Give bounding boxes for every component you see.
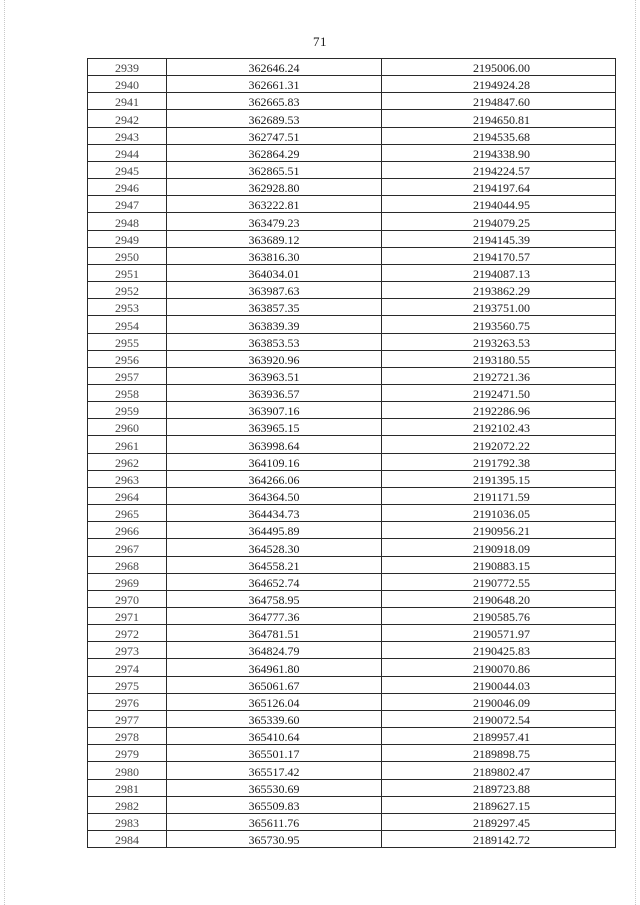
y-coordinate-cell: 2190044.03	[382, 676, 616, 693]
x-coordinate-cell: 365509.83	[167, 796, 382, 813]
point-number-cell: 2966	[88, 522, 167, 539]
x-coordinate-cell: 365126.04	[167, 693, 382, 710]
x-coordinate-cell: 364434.73	[167, 505, 382, 522]
y-coordinate-cell: 2193180.55	[382, 350, 616, 367]
table-row	[88, 728, 616, 745]
x-coordinate-cell: 363816.30	[167, 247, 382, 264]
point-number-cell: 2942	[88, 110, 167, 127]
y-coordinate-cell: 2190772.55	[382, 573, 616, 590]
x-coordinate-cell: 364528.30	[167, 539, 382, 556]
y-coordinate-cell: 2194924.28	[382, 76, 616, 93]
x-coordinate-cell: 364109.16	[167, 453, 382, 470]
y-coordinate-cell: 2190648.20	[382, 590, 616, 607]
table-row	[88, 676, 616, 693]
table-row	[88, 487, 616, 504]
y-coordinate-cell: 2191395.15	[382, 470, 616, 487]
y-coordinate-cell: 2189297.45	[382, 813, 616, 830]
y-coordinate-cell: 2192471.50	[382, 384, 616, 401]
y-coordinate-cell: 2194079.25	[382, 213, 616, 230]
point-number-cell: 2956	[88, 350, 167, 367]
point-number-cell: 2958	[88, 384, 167, 401]
x-coordinate-cell: 365730.95	[167, 831, 382, 848]
x-coordinate-cell: 363936.57	[167, 384, 382, 401]
x-coordinate-cell: 365410.64	[167, 728, 382, 745]
coordinate-table	[87, 58, 616, 848]
table-row	[88, 453, 616, 470]
point-number-cell: 2950	[88, 247, 167, 264]
point-number-cell: 2961	[88, 436, 167, 453]
x-coordinate-cell: 364652.74	[167, 573, 382, 590]
y-coordinate-cell: 2192072.22	[382, 436, 616, 453]
point-number-cell: 2946	[88, 179, 167, 196]
table-row	[88, 419, 616, 436]
table-row	[88, 196, 616, 213]
table-row	[88, 230, 616, 247]
table-row	[88, 590, 616, 607]
point-number-cell: 2957	[88, 367, 167, 384]
x-coordinate-cell: 362864.29	[167, 144, 382, 161]
y-coordinate-cell: 2189627.15	[382, 796, 616, 813]
point-number-cell: 2969	[88, 573, 167, 590]
point-number-cell: 2973	[88, 642, 167, 659]
x-coordinate-cell: 364558.21	[167, 556, 382, 573]
y-coordinate-cell: 2194224.57	[382, 161, 616, 178]
point-number-cell: 2972	[88, 625, 167, 642]
table-row	[88, 505, 616, 522]
y-coordinate-cell: 2194044.95	[382, 196, 616, 213]
table-row	[88, 831, 616, 848]
y-coordinate-cell: 2193862.29	[382, 282, 616, 299]
table-row	[88, 247, 616, 264]
y-coordinate-cell: 2190072.54	[382, 710, 616, 727]
y-coordinate-cell: 2190046.09	[382, 693, 616, 710]
table-row	[88, 710, 616, 727]
point-number-cell: 2941	[88, 93, 167, 110]
table-row	[88, 522, 616, 539]
x-coordinate-cell: 362689.53	[167, 110, 382, 127]
point-number-cell: 2975	[88, 676, 167, 693]
y-coordinate-cell: 2193263.53	[382, 333, 616, 350]
y-coordinate-cell: 2191792.38	[382, 453, 616, 470]
table-row	[88, 350, 616, 367]
point-number-cell: 2981	[88, 779, 167, 796]
y-coordinate-cell: 2189723.88	[382, 779, 616, 796]
table-row	[88, 745, 616, 762]
x-coordinate-cell: 365339.60	[167, 710, 382, 727]
y-coordinate-cell: 2194145.39	[382, 230, 616, 247]
table-row	[88, 573, 616, 590]
point-number-cell: 2984	[88, 831, 167, 848]
point-number-cell: 2939	[88, 59, 167, 76]
coordinate-table-body	[88, 59, 616, 848]
x-coordinate-cell: 365611.76	[167, 813, 382, 830]
point-number-cell: 2955	[88, 333, 167, 350]
table-row	[88, 608, 616, 625]
table-row	[88, 161, 616, 178]
table-row	[88, 693, 616, 710]
table-row	[88, 333, 616, 350]
scan-edge-left	[4, 0, 5, 905]
x-coordinate-cell: 362646.24	[167, 59, 382, 76]
point-number-cell: 2949	[88, 230, 167, 247]
point-number-cell: 2948	[88, 213, 167, 230]
y-coordinate-cell: 2191036.05	[382, 505, 616, 522]
scan-edge-right	[635, 0, 636, 905]
y-coordinate-cell: 2194087.13	[382, 264, 616, 281]
x-coordinate-cell: 363853.53	[167, 333, 382, 350]
x-coordinate-cell: 364824.79	[167, 642, 382, 659]
y-coordinate-cell: 2195006.00	[382, 59, 616, 76]
y-coordinate-cell: 2194535.68	[382, 127, 616, 144]
y-coordinate-cell: 2194650.81	[382, 110, 616, 127]
table-row	[88, 76, 616, 93]
x-coordinate-cell: 362661.31	[167, 76, 382, 93]
table-row	[88, 813, 616, 830]
point-number-cell: 2954	[88, 316, 167, 333]
point-number-cell: 2976	[88, 693, 167, 710]
x-coordinate-cell: 362865.51	[167, 161, 382, 178]
table-row	[88, 642, 616, 659]
x-coordinate-cell: 362928.80	[167, 179, 382, 196]
x-coordinate-cell: 362665.83	[167, 93, 382, 110]
table-row	[88, 625, 616, 642]
x-coordinate-cell: 363998.64	[167, 436, 382, 453]
y-coordinate-cell: 2190425.83	[382, 642, 616, 659]
table-row	[88, 796, 616, 813]
x-coordinate-cell: 363987.63	[167, 282, 382, 299]
x-coordinate-cell: 364758.95	[167, 590, 382, 607]
point-number-cell: 2971	[88, 608, 167, 625]
point-number-cell: 2978	[88, 728, 167, 745]
y-coordinate-cell: 2190956.21	[382, 522, 616, 539]
y-coordinate-cell: 2194170.57	[382, 247, 616, 264]
table-row	[88, 539, 616, 556]
x-coordinate-cell: 363689.12	[167, 230, 382, 247]
y-coordinate-cell: 2192286.96	[382, 402, 616, 419]
y-coordinate-cell: 2194338.90	[382, 144, 616, 161]
x-coordinate-cell: 363839.39	[167, 316, 382, 333]
y-coordinate-cell: 2191171.59	[382, 487, 616, 504]
point-number-cell: 2968	[88, 556, 167, 573]
x-coordinate-cell: 363479.23	[167, 213, 382, 230]
x-coordinate-cell: 363965.15	[167, 419, 382, 436]
table-row	[88, 384, 616, 401]
table-row	[88, 59, 616, 76]
y-coordinate-cell: 2190070.86	[382, 659, 616, 676]
x-coordinate-cell: 364495.89	[167, 522, 382, 539]
table-row	[88, 316, 616, 333]
point-number-cell: 2962	[88, 453, 167, 470]
y-coordinate-cell: 2194847.60	[382, 93, 616, 110]
point-number-cell: 2953	[88, 299, 167, 316]
point-number-cell: 2964	[88, 487, 167, 504]
y-coordinate-cell: 2192721.36	[382, 367, 616, 384]
point-number-cell: 2982	[88, 796, 167, 813]
x-coordinate-cell: 365061.67	[167, 676, 382, 693]
point-number-cell: 2963	[88, 470, 167, 487]
x-coordinate-cell: 364781.51	[167, 625, 382, 642]
table-row	[88, 179, 616, 196]
table-row	[88, 659, 616, 676]
y-coordinate-cell: 2190585.76	[382, 608, 616, 625]
point-number-cell: 2944	[88, 144, 167, 161]
point-number-cell: 2960	[88, 419, 167, 436]
y-coordinate-cell: 2190883.15	[382, 556, 616, 573]
point-number-cell: 2983	[88, 813, 167, 830]
point-number-cell: 2967	[88, 539, 167, 556]
x-coordinate-cell: 363920.96	[167, 350, 382, 367]
point-number-cell: 2947	[88, 196, 167, 213]
y-coordinate-cell: 2194197.64	[382, 179, 616, 196]
point-number-cell: 2979	[88, 745, 167, 762]
x-coordinate-cell: 364034.01	[167, 264, 382, 281]
x-coordinate-cell: 363963.51	[167, 367, 382, 384]
table-row	[88, 264, 616, 281]
y-coordinate-cell: 2189142.72	[382, 831, 616, 848]
point-number-cell: 2952	[88, 282, 167, 299]
table-row	[88, 93, 616, 110]
table-row	[88, 556, 616, 573]
y-coordinate-cell: 2190571.97	[382, 625, 616, 642]
point-number-cell: 2970	[88, 590, 167, 607]
point-number-cell: 2945	[88, 161, 167, 178]
y-coordinate-cell: 2193751.00	[382, 299, 616, 316]
y-coordinate-cell: 2192102.43	[382, 419, 616, 436]
point-number-cell: 2980	[88, 762, 167, 779]
y-coordinate-cell: 2189898.75	[382, 745, 616, 762]
x-coordinate-cell: 365530.69	[167, 779, 382, 796]
point-number-cell: 2940	[88, 76, 167, 93]
table-row	[88, 144, 616, 161]
x-coordinate-cell: 363222.81	[167, 196, 382, 213]
x-coordinate-cell: 364364.50	[167, 487, 382, 504]
page-number: 71	[313, 34, 327, 49]
x-coordinate-cell: 363907.16	[167, 402, 382, 419]
x-coordinate-cell: 364777.36	[167, 608, 382, 625]
point-number-cell: 2965	[88, 505, 167, 522]
table-row	[88, 470, 616, 487]
point-number-cell: 2951	[88, 264, 167, 281]
x-coordinate-cell: 365501.17	[167, 745, 382, 762]
y-coordinate-cell: 2190918.09	[382, 539, 616, 556]
table-row	[88, 282, 616, 299]
table-row	[88, 779, 616, 796]
y-coordinate-cell: 2189957.41	[382, 728, 616, 745]
x-coordinate-cell: 364961.80	[167, 659, 382, 676]
x-coordinate-cell: 362747.51	[167, 127, 382, 144]
point-number-cell: 2959	[88, 402, 167, 419]
point-number-cell: 2977	[88, 710, 167, 727]
y-coordinate-cell: 2189802.47	[382, 762, 616, 779]
x-coordinate-cell: 363857.35	[167, 299, 382, 316]
x-coordinate-cell: 364266.06	[167, 470, 382, 487]
point-number-cell: 2974	[88, 659, 167, 676]
table-row	[88, 402, 616, 419]
table-row	[88, 436, 616, 453]
table-row	[88, 367, 616, 384]
table-row	[88, 110, 616, 127]
x-coordinate-cell: 365517.42	[167, 762, 382, 779]
table-row	[88, 299, 616, 316]
y-coordinate-cell: 2193560.75	[382, 316, 616, 333]
table-row	[88, 213, 616, 230]
point-number-cell: 2943	[88, 127, 167, 144]
table-row	[88, 762, 616, 779]
table-row	[88, 127, 616, 144]
